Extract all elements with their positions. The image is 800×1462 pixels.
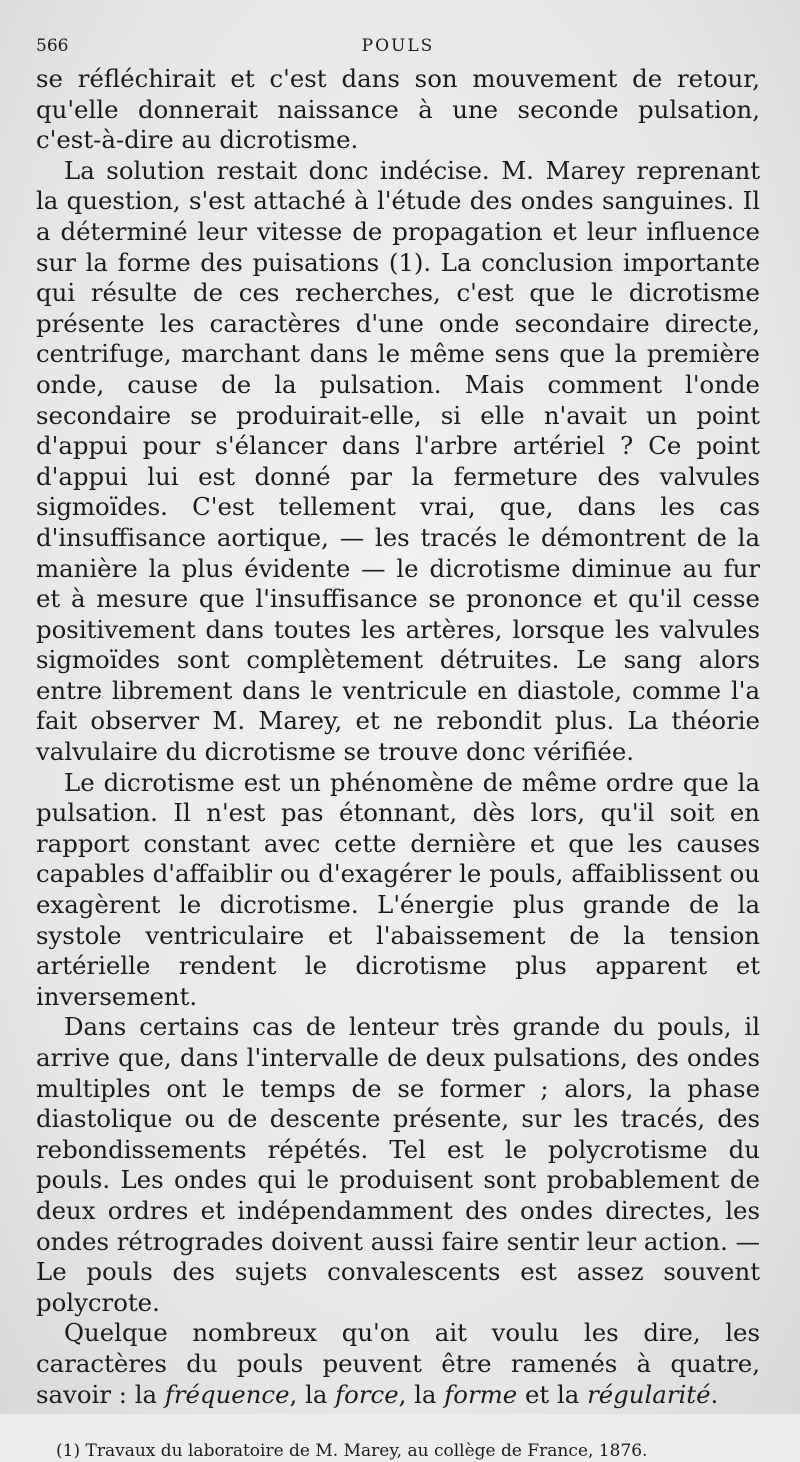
paragraph [36, 1318, 760, 1410]
paragraph: Le dicrotisme est un phénomène de même ordre que la pulsation. Il n'est pas étonnant, dès lors, qu'il soit en rapport constant avec cette dernière et que les causes capables d'affaiblir ou d'exagérer le pouls, affaiblissent ou exagèrent le dicrotisme. L'énergie plus grande de la systole ventriculaire et l'abaissement de la tension artérielle rendent le dicrotisme plus apparent et inversement. [36, 767, 760, 1011]
running-title: POULS [361, 36, 435, 56]
period: . [710, 1379, 719, 1409]
paragraph: Dans certains cas de lenteur très grande du pouls, il arrive que, dans l'intervalle de deux pulsations, des ondes multiples ont le temps de se former ; alors, la phase diastolique ou de descente présente, sur les tracés, des rebondissements répétés. Tel est le polycrotisme du pouls. Les ondes qui le produisent sont probablement de deux ordres et indépendamment des ondes directes, les ondes rétrogrades doivent aussi faire sentir leur action. — Le pouls des sujets convalescents est assez souvent polycrote. [36, 1012, 760, 1317]
page-number: 566 [36, 36, 69, 56]
term-force: force [335, 1379, 399, 1409]
running-head [36, 30, 760, 64]
separator: , [289, 1379, 298, 1409]
conjunction: et la [524, 1379, 580, 1409]
paragraph: La solution restait donc indécise. M. Marey reprenant la question, s'est attaché à l'étude des ondes sanguines. Il a déterminé leur vitesse de propagation et leur influence sur la forme des puisations (1). La conclusion importante qui résulte de ces recherches, c'est que le dicrotisme présente les caractères d'une onde secondaire directe, centrifuge, marchant dans le même sens que la première onde, cause de la pulsation. Mais comment l'onde secondaire se produirait-elle, si elle n'avait un point d'appui pour s'élancer dans l'arbre artériel ? Ce point d'appui lui est donné par la fermeture des valvules sigmoïdes. C'est tellement vrai, que, dans les cas d'insuffisance aortique, — les tracés le démontrent de la manière la plus évidente — le dicrotisme diminue au fur et à mesure que l'insuffisance se prononce et qu'il cesse positivement dans toutes les artères, lorsque les valvules sigmoïdes sont complètement détruites. Le sang alors entre librement dans le ventricule en diastole, comme l'a fait observer M. Marey, et ne rebondit plus. La théorie valvulaire du dicrotisme se trouve donc vérifiée. [36, 155, 760, 767]
body-text [36, 64, 760, 1410]
article: la [305, 1379, 328, 1409]
paragraph: se réfléchirait et c'est dans son mouvement de retour, qu'elle donnerait naissance à une seconde pulsation, c'est-à-dire au dicrotisme. [36, 64, 760, 155]
term-frequence: fréquence [164, 1379, 290, 1409]
term-forme: forme [444, 1379, 518, 1409]
paragraph-text: Quelque nombreux qu'on ait voulu les dire, les caractères du pouls peuvent être ramenés à quatre, savoir : la [36, 1318, 760, 1409]
term-regularite: régularité [587, 1379, 711, 1409]
separator: , la [398, 1379, 437, 1409]
footnote: (1) Travaux du laboratoire de M. Marey, au collège de France, 1876. [56, 1441, 648, 1462]
